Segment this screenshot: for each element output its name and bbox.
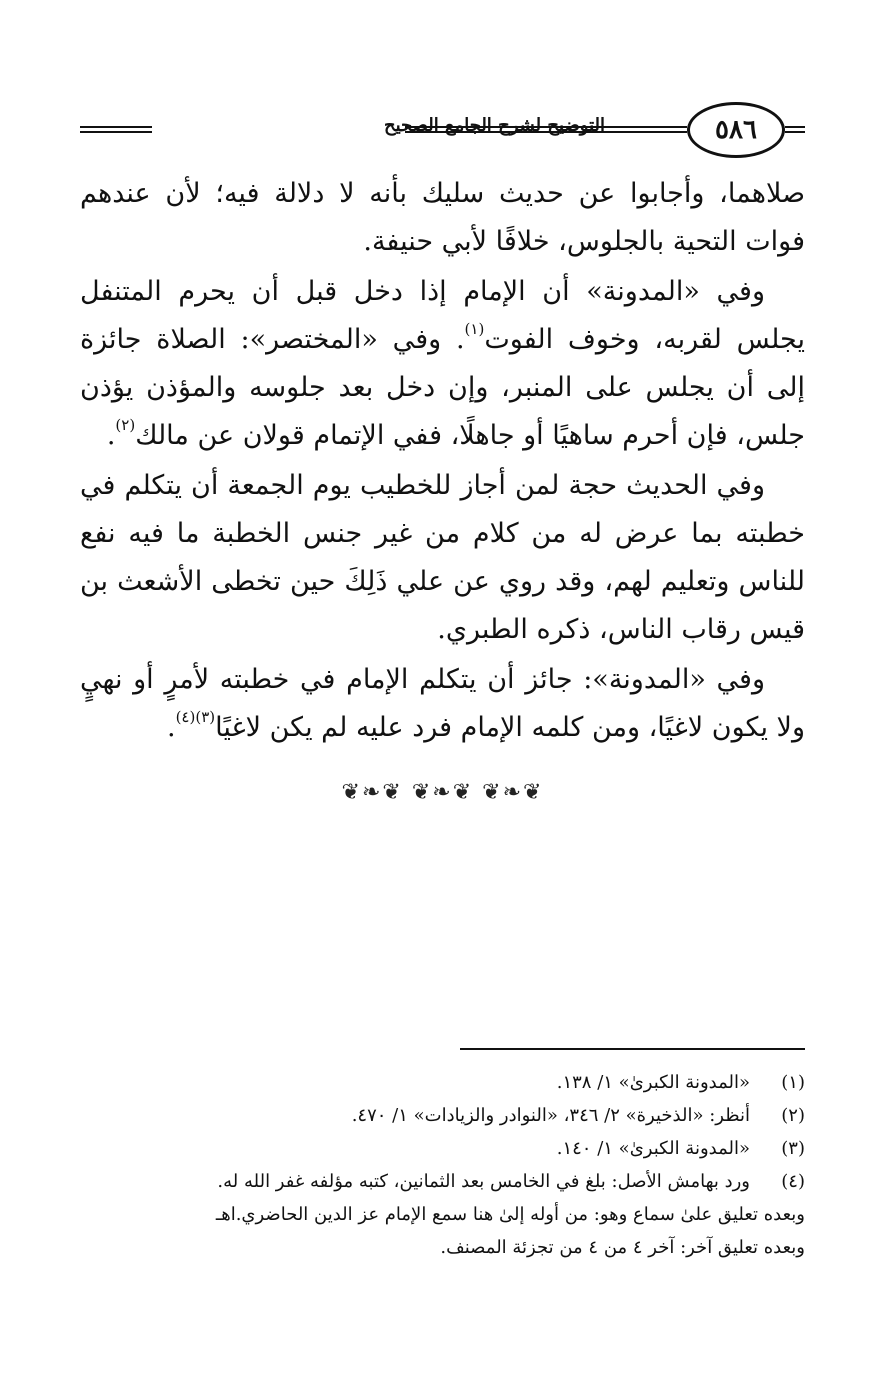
footnote-4 xyxy=(80,1165,805,1198)
page-header xyxy=(80,100,805,162)
footnote-ref-2: (٢) xyxy=(115,416,136,434)
footnote-4-continuation-2: وبعده تعليق آخر: آخر ٤ من ٤ من تجزئة المصنف. xyxy=(440,1237,805,1258)
footnote-number: (٢) xyxy=(781,1105,805,1126)
main-text xyxy=(80,170,805,754)
section-ornament: ❦❧❦ ❦❧❦ ❦❧❦ xyxy=(341,780,544,805)
paragraph-4: وفي «المدونة»: جائز أن يتكلم الإمام في خطبته لأمرٍ أو نهيٍ ولا يكون لاغيًا، ومن كلمه الإمام فرد عليه لم يكن لاغيًا$^{(٣)(٤)}$. xyxy=(80,664,805,743)
running-title: التوضيح لشرح الجامع الصحيح xyxy=(383,115,605,136)
header-rule-right xyxy=(785,126,805,133)
footnote-ref-1: (١) xyxy=(464,320,485,338)
header-rule-left xyxy=(80,126,152,133)
footnote-2 xyxy=(80,1099,805,1132)
footnote-number: (٤) xyxy=(781,1171,805,1192)
paragraph-1: صلاهما، وأجابوا عن حديث سليك بأنه لا دلالة فيه؛ لأن عندهم فوات التحية بالجلوس، خلافًا لأبي حنيفة. xyxy=(80,178,805,257)
footnote-3 xyxy=(80,1132,805,1165)
footnote-text: «المدونة الكبرىٰ» ١/ ١٣٨. xyxy=(556,1072,750,1093)
footnote-text: أنظر: «الذخيرة» ٢/ ٣٤٦، «النوادر والزيادات» ١/ ٤٧٠. xyxy=(351,1105,750,1126)
paragraph-2: وفي «المدونة» أن الإمام إذا دخل قبل أن يحرم المتنفل يجلس لقربه، وخوف الفوت$^{(١)}$. وفي «المختصر»: الصلاة جائزة إلى أن يجلس على المنبر، وإن دخل بعد جلوسه والمؤذن يؤذن جلس، فإن أحرم ساهيًا أو جاهلًا، ففي الإتمام قولان عن مالك$^{(٢)}$. xyxy=(80,276,805,451)
footnote-1 xyxy=(80,1066,805,1099)
page-number-oval xyxy=(687,102,785,158)
page-number: ٥٨٦ xyxy=(715,115,757,145)
footnote-separator xyxy=(460,1048,805,1050)
footnote-number: (٣) xyxy=(781,1138,805,1159)
footnote-text: ورد بهامش الأصل: بلغ في الخامس بعد الثمانين، كتبه مؤلفه غفر الله له. xyxy=(217,1171,750,1192)
footnote-number: (١) xyxy=(781,1072,805,1093)
paragraph-3: وفي الحديث حجة لمن أجاز للخطيب يوم الجمعة أن يتكلم في خطبته بما عرض له من كلام من غير جنس الخطبة ما فيه نفع للناس وتعليم لهم، وقد روي عن علي ذَلِكَ حين تخطى الأشعث بن قيس رقاب الناس، ذكره الطبري. xyxy=(80,470,805,645)
footnote-text: «المدونة الكبرىٰ» ١/ ١٤٠. xyxy=(556,1138,750,1159)
footnote-ref-4: (٤) xyxy=(175,708,196,726)
footnotes xyxy=(80,1066,805,1264)
footnote-4-continuation-1: وبعده تعليق علىٰ سماع وهو: من أوله إلىٰ هنا سمع الإمام عز الدين الحاضري.اهـ xyxy=(215,1204,805,1225)
footnote-ref-3: (٣) xyxy=(195,708,216,726)
